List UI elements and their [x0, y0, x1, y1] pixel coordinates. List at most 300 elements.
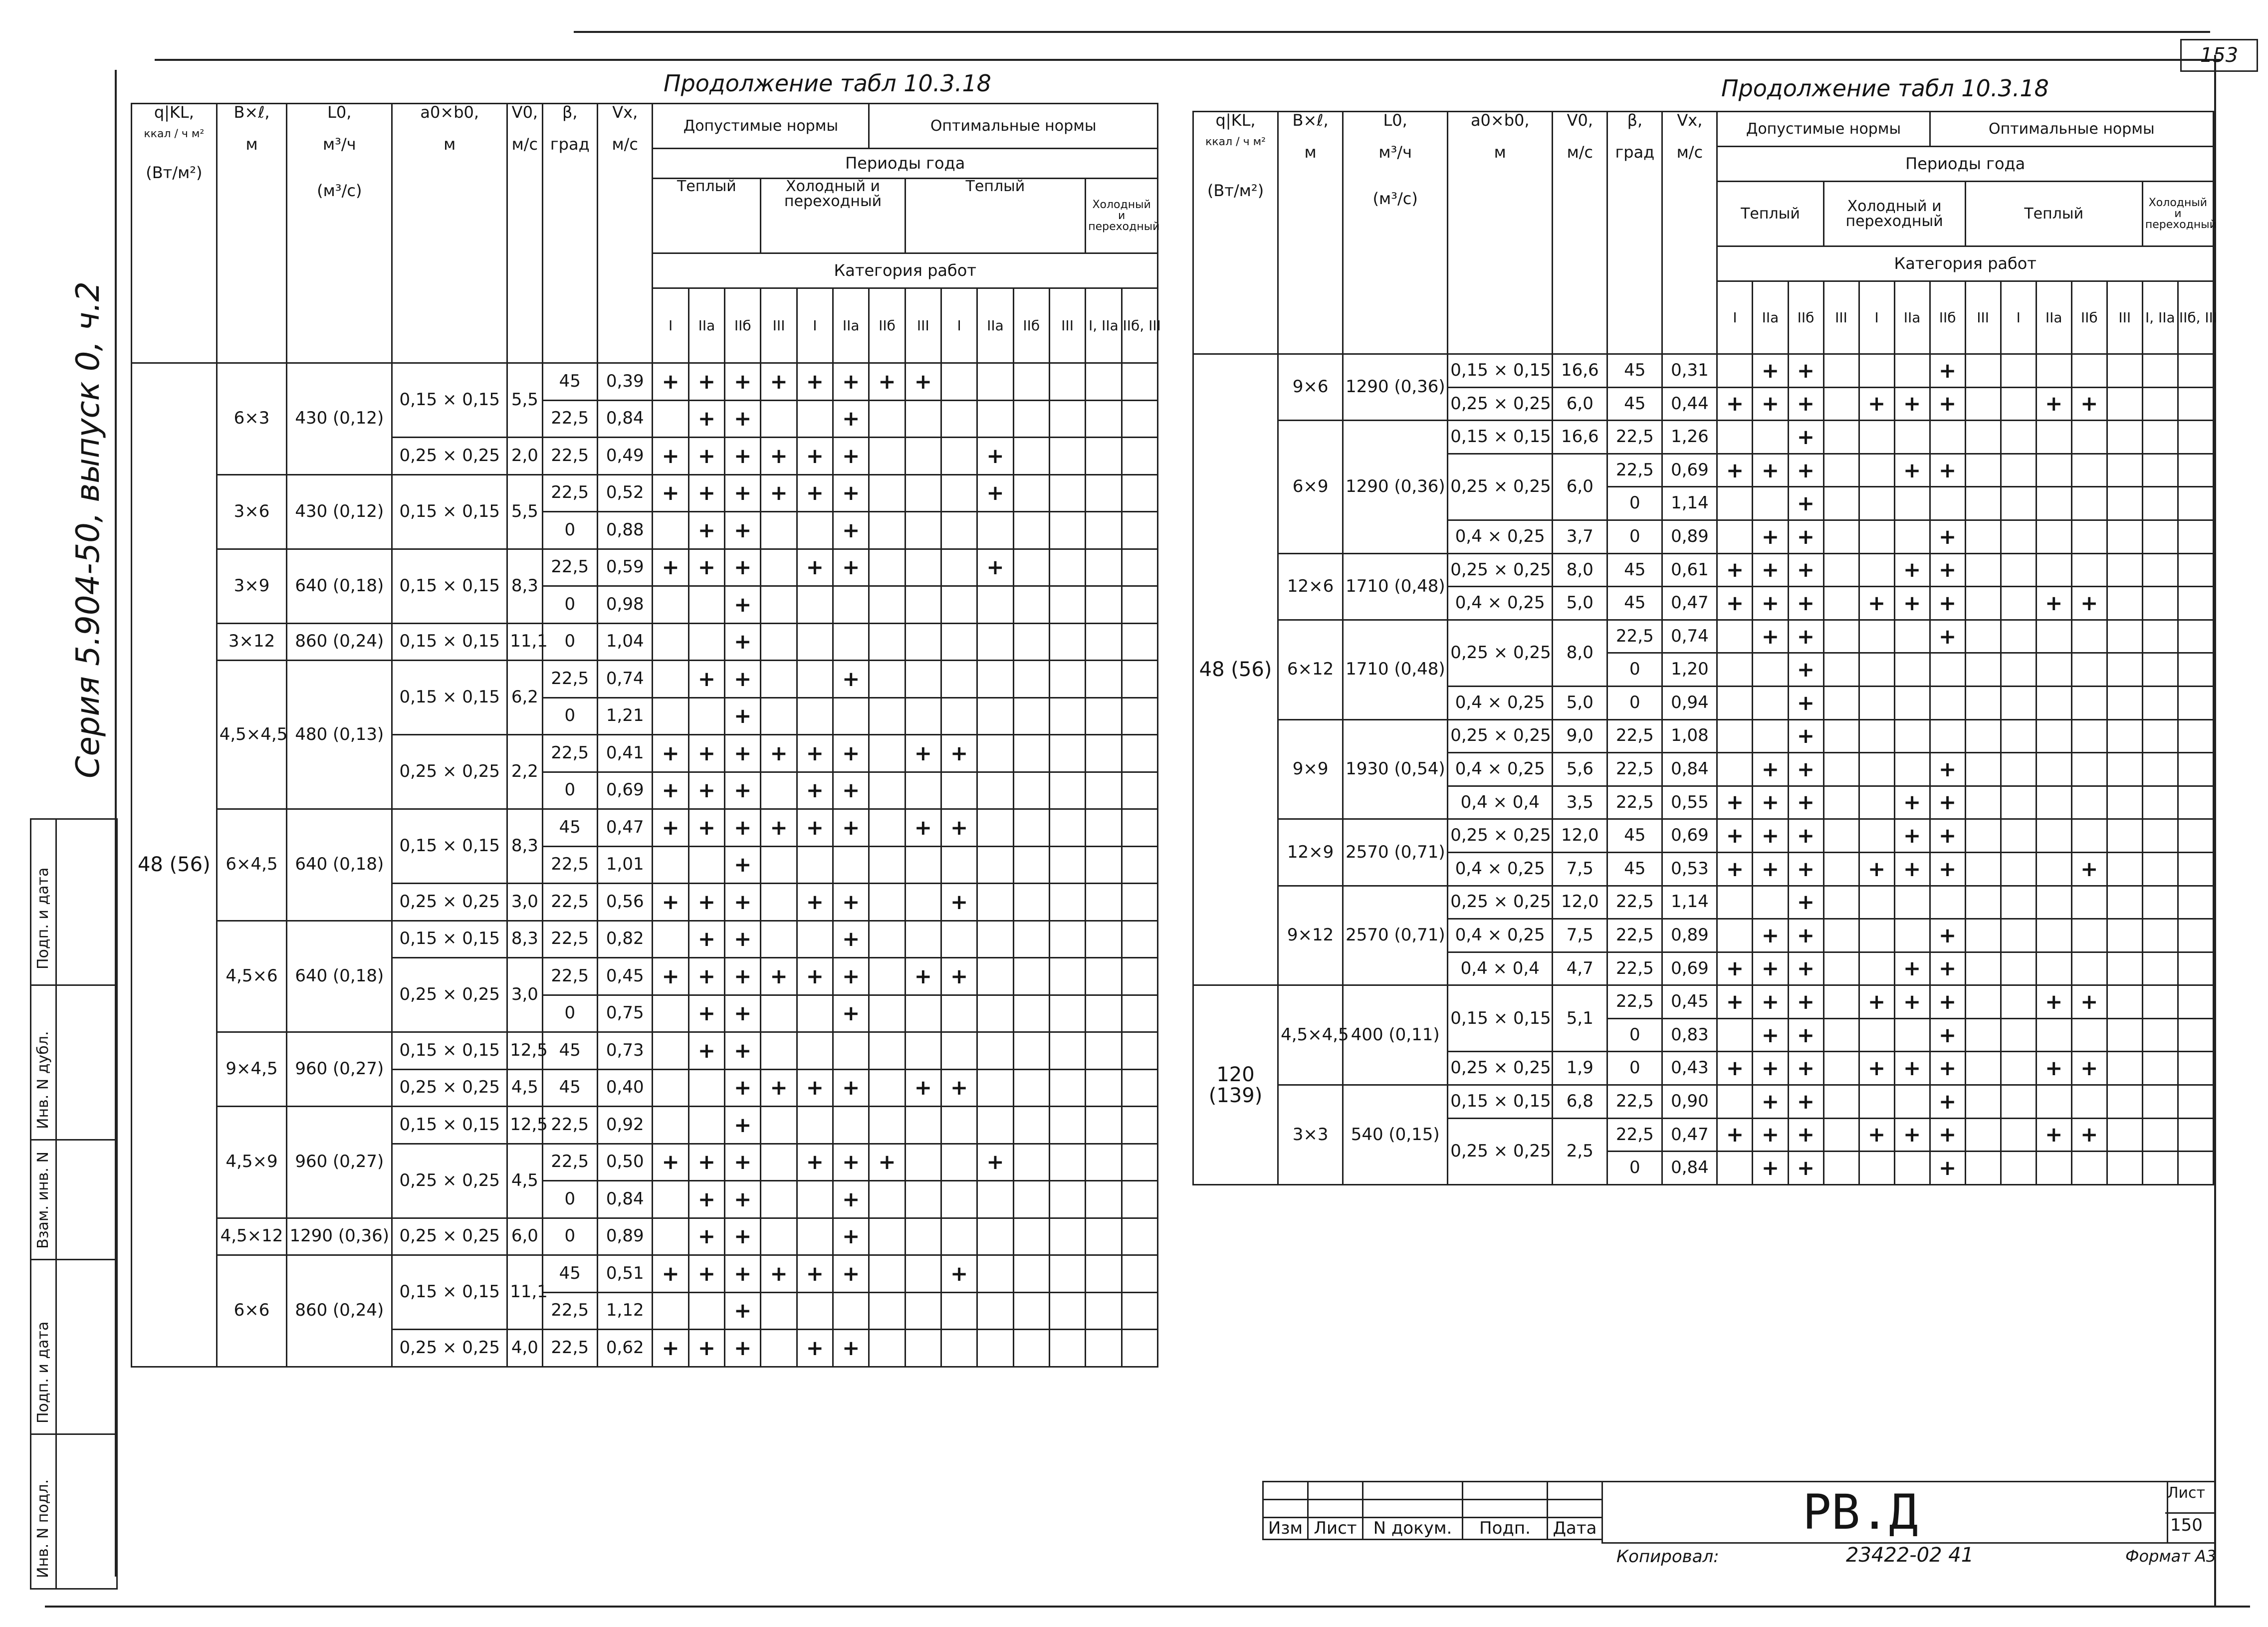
right-mark-cell — [1965, 1085, 2001, 1119]
table-row — [132, 549, 1158, 586]
right-mark-cell: + — [1788, 1018, 1823, 1052]
left-mark-cell: + — [833, 363, 869, 401]
left-mark-cell — [833, 846, 869, 884]
left-mark-cell — [941, 623, 977, 661]
right-mark-cell: + — [1788, 620, 1823, 653]
right-category-10: IIa — [2036, 281, 2071, 354]
sheet-number: 153 — [2200, 44, 2239, 67]
left-beta-cell: 0 — [542, 586, 597, 624]
right-mark-cell — [1823, 520, 1859, 553]
left-mark-cell — [688, 1292, 724, 1330]
right-mark-cell: + — [1788, 753, 1823, 786]
sheet-num: 150 — [2170, 1515, 2203, 1535]
left-mark-cell: + — [977, 1144, 1013, 1181]
left-mark-cell: + — [761, 1069, 797, 1107]
right-mark-cell — [2001, 1018, 2036, 1052]
right-mark-cell — [2036, 520, 2071, 553]
left-mark-cell — [1013, 1069, 1049, 1107]
left-mark-cell — [688, 846, 724, 884]
left-mark-cell: + — [688, 549, 724, 586]
ab-header-right: a0×b0, м — [1448, 112, 1553, 354]
left-mark-cell — [941, 1330, 977, 1367]
right-mark-cell — [2001, 520, 2036, 553]
right-mark-cell: + — [1788, 686, 1823, 719]
right-l0-cell: 1930 (0,54) — [1343, 719, 1448, 819]
right-mark-cell — [2036, 354, 2071, 388]
right-beta-cell: 22,5 — [1607, 753, 1662, 786]
left-mark-cell — [869, 995, 905, 1032]
right-mark-cell: + — [1788, 1052, 1823, 1085]
warm-header-right-2: Теплый — [1965, 182, 2142, 246]
right-mark-cell — [1894, 1085, 1930, 1119]
title-code-box — [1601, 1481, 2168, 1544]
periods-header: Периоды года — [653, 149, 1158, 179]
right-mark-cell: + — [1753, 753, 1788, 786]
left-mark-cell: + — [725, 1032, 761, 1070]
left-mark-cell — [869, 846, 905, 884]
right-mark-cell — [1823, 786, 1859, 819]
right-ab-cell: 0,15 × 0,15 — [1448, 421, 1553, 454]
right-mark-cell — [2036, 919, 2071, 952]
right-mark-cell — [1965, 487, 2001, 520]
left-beta-cell: 22,5 — [542, 1144, 597, 1181]
right-v0-cell: 12,0 — [1553, 819, 1607, 853]
left-mark-cell — [1086, 995, 1122, 1032]
left-vx-cell: 0,98 — [598, 586, 653, 624]
right-mark-cell — [2036, 852, 2071, 886]
left-mark-cell — [905, 1255, 941, 1293]
left-mark-cell — [941, 586, 977, 624]
left-mark-cell — [797, 1181, 833, 1218]
right-v0-cell: 9,0 — [1553, 719, 1607, 753]
right-mark-cell — [1894, 919, 1930, 952]
left-mark-cell — [1086, 735, 1122, 772]
right-mark-cell — [1894, 653, 1930, 687]
right-table — [1192, 111, 2218, 1185]
right-mark-cell — [2142, 553, 2178, 587]
left-vx-cell: 0,92 — [598, 1107, 653, 1144]
left-mark-cell — [977, 623, 1013, 661]
left-mark-cell — [761, 1032, 797, 1070]
right-mark-cell — [1859, 952, 1894, 985]
left-mark-cell — [688, 1069, 724, 1107]
left-mark-cell: + — [725, 1107, 761, 1144]
left-mark-cell: + — [941, 1255, 977, 1293]
left-vx-cell: 0,82 — [598, 921, 653, 958]
right-vx-cell: 0,89 — [1662, 919, 1717, 952]
left-mark-cell — [1086, 958, 1122, 995]
right-bl-cell: 6×12 — [1278, 620, 1343, 719]
right-l0-cell: 1710 (0,48) — [1343, 620, 1448, 719]
right-v0-cell: 5,0 — [1553, 587, 1607, 620]
left-category-13: I, IIa — [1086, 288, 1122, 363]
left-mark-cell — [1122, 1330, 1157, 1367]
right-mark-cell — [2142, 387, 2178, 421]
left-ab-cell: 0,15 × 0,15 — [392, 1032, 507, 1070]
left-mark-cell — [1086, 1032, 1122, 1070]
right-mark-cell — [1823, 1085, 1859, 1119]
right-mark-cell — [1965, 753, 2001, 786]
right-mark-cell — [2178, 852, 2213, 886]
left-v0-cell: 12,5 — [507, 1107, 542, 1144]
left-mark-cell — [1122, 846, 1157, 884]
left-mark-cell — [905, 995, 941, 1032]
left-beta-cell: 22,5 — [542, 438, 597, 475]
sheet-number-box — [2180, 39, 2258, 72]
left-mark-cell — [977, 1107, 1013, 1144]
right-vx-cell: 1,26 — [1662, 421, 1717, 454]
left-mark-cell — [905, 1330, 941, 1367]
cold-header-right-2: Холодный и переходный — [2142, 182, 2213, 246]
right-mark-cell: + — [1717, 819, 1753, 853]
right-l0-cell: 2570 (0,71) — [1343, 886, 1448, 985]
left-mark-cell — [688, 697, 724, 735]
left-mark-cell: + — [761, 438, 797, 475]
right-mark-cell: + — [1788, 1152, 1823, 1185]
right-mark-cell — [1753, 886, 1788, 919]
right-beta-cell: 0 — [1607, 1152, 1662, 1185]
right-vx-cell: 0,90 — [1662, 1085, 1717, 1119]
left-mark-cell: + — [761, 809, 797, 847]
right-mark-cell — [2036, 1085, 2071, 1119]
right-mark-cell: + — [1788, 387, 1823, 421]
left-mark-cell: + — [797, 1330, 833, 1367]
left-mark-cell: + — [725, 438, 761, 475]
right-vx-cell: 0,94 — [1662, 686, 1717, 719]
right-mark-cell — [2107, 421, 2142, 454]
vx-header: Vx, м/с — [598, 104, 653, 363]
left-mark-cell: + — [833, 474, 869, 512]
left-vx-cell: 0,45 — [598, 958, 653, 995]
left-category-12: III — [1049, 288, 1085, 363]
right-mark-cell: + — [1930, 852, 1965, 886]
left-mark-cell: + — [833, 958, 869, 995]
right-mark-cell — [2001, 886, 2036, 919]
left-mark-cell — [1086, 363, 1122, 401]
right-mark-cell — [2001, 852, 2036, 886]
right-mark-cell — [1753, 653, 1788, 687]
right-ab-cell: 0,4 × 0,25 — [1448, 852, 1553, 886]
left-mark-cell — [1013, 772, 1049, 809]
right-mark-cell: + — [2036, 587, 2071, 620]
left-mark-cell: + — [797, 363, 833, 401]
left-l0-cell: 860 (0,24) — [287, 623, 392, 661]
right-mark-cell — [1894, 686, 1930, 719]
left-mark-cell — [761, 623, 797, 661]
right-mark-cell — [1859, 1018, 1894, 1052]
left-mark-cell — [1049, 846, 1085, 884]
right-vx-cell: 0,84 — [1662, 753, 1717, 786]
left-mark-cell — [1049, 1330, 1085, 1367]
left-mark-cell — [761, 1218, 797, 1255]
right-mark-cell: + — [2071, 387, 2107, 421]
right-mark-cell — [2107, 819, 2142, 853]
right-mark-cell: + — [1717, 1118, 1753, 1152]
l0-header-right: L0, м³/ч (м³/с) — [1343, 112, 1448, 354]
right-mark-cell — [2142, 354, 2178, 388]
right-mark-cell — [1823, 952, 1859, 985]
left-v0-cell: 2,2 — [507, 735, 542, 809]
right-mark-cell — [2178, 819, 2213, 853]
left-mark-cell — [869, 1330, 905, 1367]
right-mark-cell — [2178, 919, 2213, 952]
left-mark-cell — [1013, 1218, 1049, 1255]
left-bl-cell: 6×6 — [217, 1255, 287, 1367]
q-header-right: q|KL, ккал / ч м² (Вт/м²) — [1193, 112, 1278, 354]
right-q-cell: 48 (56) — [1193, 354, 1278, 985]
right-mark-cell: + — [1930, 387, 1965, 421]
left-mark-cell — [1086, 846, 1122, 884]
left-mark-cell: + — [797, 735, 833, 772]
right-category-4: III — [1823, 281, 1859, 354]
left-mark-cell — [1086, 512, 1122, 549]
left-mark-cell — [1049, 884, 1085, 921]
right-mark-cell — [1965, 354, 2001, 388]
right-v0-cell: 8,0 — [1553, 553, 1607, 587]
right-mark-cell — [2071, 354, 2107, 388]
left-mark-cell — [1122, 809, 1157, 847]
left-mark-cell — [1122, 549, 1157, 586]
right-mark-cell — [2107, 952, 2142, 985]
right-mark-cell — [2071, 819, 2107, 853]
left-mark-cell — [905, 772, 941, 809]
right-ab-cell: 0,4 × 0,25 — [1448, 686, 1553, 719]
right-mark-cell — [2178, 387, 2213, 421]
left-mark-cell — [761, 661, 797, 698]
left-mark-cell — [905, 884, 941, 921]
left-l0-cell: 480 (0,13) — [287, 661, 392, 809]
left-mark-cell: + — [725, 697, 761, 735]
right-mark-cell — [2001, 753, 2036, 786]
right-mark-cell — [1965, 1152, 2001, 1185]
right-category-8: III — [1965, 281, 2001, 354]
left-l0-cell: 430 (0,12) — [287, 363, 392, 475]
left-mark-cell — [761, 549, 797, 586]
right-mark-cell: + — [2036, 387, 2071, 421]
left-beta-cell: 45 — [542, 809, 597, 847]
left-v0-cell: 8,3 — [507, 921, 542, 958]
right-beta-cell: 22,5 — [1607, 919, 1662, 952]
left-bl-cell: 4,5×12 — [217, 1218, 287, 1255]
right-mark-cell: + — [1788, 886, 1823, 919]
work-categories-header-right: Категория работ — [1717, 246, 2214, 281]
left-mark-cell — [977, 884, 1013, 921]
right-beta-cell: 22,5 — [1607, 886, 1662, 919]
right-ab-cell: 0,25 × 0,25 — [1448, 387, 1553, 421]
left-bl-cell: 3×6 — [217, 474, 287, 549]
q-header: q|KL, ккал / ч м² (Вт/м²) — [132, 104, 217, 363]
left-mark-cell — [1122, 1069, 1157, 1107]
right-mark-cell — [2036, 719, 2071, 753]
right-beta-cell: 45 — [1607, 852, 1662, 886]
right-mark-cell: + — [1930, 620, 1965, 653]
left-ab-cell: 0,15 × 0,15 — [392, 549, 507, 623]
right-beta-cell: 0 — [1607, 1018, 1662, 1052]
right-mark-cell — [1859, 620, 1894, 653]
left-mark-cell — [1013, 549, 1049, 586]
right-mark-cell — [1717, 421, 1753, 454]
left-category-4: III — [761, 288, 797, 363]
right-mark-cell — [2107, 852, 2142, 886]
right-vx-cell: 1,14 — [1662, 886, 1717, 919]
left-mark-cell — [869, 549, 905, 586]
left-ab-cell: 0,25 × 0,25 — [392, 1144, 507, 1218]
right-mark-cell — [1753, 686, 1788, 719]
right-beta-cell: 22,5 — [1607, 620, 1662, 653]
right-mark-cell — [2107, 354, 2142, 388]
bl-header-right: B×ℓ, м — [1278, 112, 1343, 354]
right-mark-cell: + — [1859, 1118, 1894, 1152]
right-mark-cell — [2071, 919, 2107, 952]
right-beta-cell: 45 — [1607, 587, 1662, 620]
left-mark-cell — [1122, 1144, 1157, 1181]
right-mark-cell — [1859, 1085, 1894, 1119]
left-mark-cell — [1049, 400, 1085, 438]
left-category-9: I — [941, 288, 977, 363]
left-mark-cell — [1122, 1255, 1157, 1293]
left-table — [131, 103, 1161, 1368]
right-mark-cell — [1823, 1052, 1859, 1085]
left-beta-cell: 22,5 — [542, 735, 597, 772]
left-vx-cell: 0,89 — [598, 1218, 653, 1255]
left-mark-cell — [653, 400, 688, 438]
right-mark-cell — [1717, 686, 1753, 719]
left-beta-cell: 45 — [542, 1032, 597, 1070]
left-mark-cell — [1049, 772, 1085, 809]
left-mark-cell — [797, 400, 833, 438]
left-v0-cell: 3,0 — [507, 958, 542, 1032]
right-bl-cell: 12×9 — [1278, 819, 1343, 886]
left-mark-cell: + — [688, 400, 724, 438]
left-mark-cell — [977, 809, 1013, 847]
sheet-label: Лист — [2167, 1484, 2206, 1502]
left-category-2: IIa — [688, 288, 724, 363]
left-mark-cell — [869, 661, 905, 698]
right-v0-cell: 6,0 — [1553, 454, 1607, 520]
left-mark-cell — [653, 1181, 688, 1218]
right-mark-cell: + — [1717, 1052, 1753, 1085]
right-mark-cell — [2036, 886, 2071, 919]
left-mark-cell — [869, 474, 905, 512]
left-mark-cell — [977, 661, 1013, 698]
left-mark-cell — [1049, 1144, 1085, 1181]
right-mark-cell — [1823, 686, 1859, 719]
right-mark-cell — [2107, 886, 2142, 919]
right-mark-cell — [2036, 1152, 2071, 1185]
right-ab-cell: 0,15 × 0,15 — [1448, 354, 1553, 388]
right-mark-cell: + — [1788, 1118, 1823, 1152]
right-vx-cell: 0,47 — [1662, 587, 1717, 620]
right-l0-cell: 2570 (0,71) — [1343, 819, 1448, 886]
left-mark-cell — [1122, 474, 1157, 512]
left-mark-cell — [869, 1032, 905, 1070]
left-mark-cell: + — [725, 661, 761, 698]
right-vx-cell: 0,53 — [1662, 852, 1717, 886]
left-mark-cell — [905, 1144, 941, 1181]
right-ab-cell: 0,15 × 0,15 — [1448, 985, 1553, 1052]
left-mark-cell — [977, 363, 1013, 401]
left-mark-cell — [1049, 958, 1085, 995]
left-mark-cell: + — [833, 1255, 869, 1293]
left-mark-cell: + — [833, 1181, 869, 1218]
left-mark-cell — [1122, 623, 1157, 661]
right-mark-cell — [1859, 520, 1894, 553]
right-mark-cell — [1965, 620, 2001, 653]
right-mark-cell — [1717, 1085, 1753, 1119]
left-beta-cell: 22,5 — [542, 1330, 597, 1367]
left-vx-cell: 0,50 — [598, 1144, 653, 1181]
left-ab-cell: 0,25 × 0,25 — [392, 1069, 507, 1107]
frame-line-top2 — [155, 59, 2220, 61]
right-vx-cell: 0,84 — [1662, 1152, 1717, 1185]
right-mark-cell — [2001, 952, 2036, 985]
right-continuation-title: Продолжение табл 10.3.18 — [1721, 75, 2049, 102]
right-v0-cell: 8,0 — [1553, 620, 1607, 686]
right-beta-cell: 22,5 — [1607, 786, 1662, 819]
left-mark-cell — [869, 1107, 905, 1144]
left-mark-cell — [797, 586, 833, 624]
right-mark-cell: + — [1859, 387, 1894, 421]
left-v0-cell: 6,0 — [507, 1218, 542, 1255]
left-mark-cell — [1086, 1330, 1122, 1367]
left-mark-cell — [653, 697, 688, 735]
left-mark-cell — [977, 1069, 1013, 1107]
table-row — [132, 623, 1158, 661]
left-mark-cell: + — [833, 661, 869, 698]
left-mark-cell — [1086, 1218, 1122, 1255]
right-mark-cell — [1823, 587, 1859, 620]
side-stamp — [30, 818, 118, 1590]
format-label: Формат А3 — [2125, 1547, 2217, 1566]
left-mark-cell: + — [725, 809, 761, 847]
table-row — [132, 1218, 1158, 1255]
left-vx-cell: 0,40 — [598, 1069, 653, 1107]
left-mark-cell — [869, 735, 905, 772]
right-mark-cell — [1965, 553, 2001, 587]
work-categories-header: Категория работ — [653, 253, 1158, 288]
left-v0-cell: 12,5 — [507, 1032, 542, 1070]
series-caption — [70, 281, 107, 778]
left-mark-cell: + — [905, 809, 941, 847]
left-mark-cell: + — [941, 1069, 977, 1107]
v0-header: V0, м/с — [507, 104, 542, 363]
left-mark-cell — [1013, 1032, 1049, 1070]
right-mark-cell — [1753, 421, 1788, 454]
right-mark-cell — [1823, 354, 1859, 388]
left-v0-cell: 11,1 — [507, 1255, 542, 1330]
left-mark-cell: + — [833, 884, 869, 921]
right-mark-cell — [2107, 985, 2142, 1019]
right-mark-cell — [2107, 919, 2142, 952]
right-ab-cell: 0,4 × 0,25 — [1448, 753, 1553, 786]
left-l0-cell: 1290 (0,36) — [287, 1218, 392, 1255]
left-mark-cell — [1049, 512, 1085, 549]
left-mark-cell — [977, 958, 1013, 995]
right-mark-cell — [2036, 653, 2071, 687]
left-mark-cell — [1086, 474, 1122, 512]
right-mark-cell: + — [1894, 985, 1930, 1019]
left-mark-cell: + — [653, 474, 688, 512]
left-mark-cell — [905, 1107, 941, 1144]
left-mark-cell: + — [833, 735, 869, 772]
left-mark-cell — [1086, 921, 1122, 958]
right-mark-cell — [1717, 620, 1753, 653]
table-row — [132, 1032, 1158, 1070]
left-category-1: I — [653, 288, 688, 363]
left-mark-cell — [1122, 512, 1157, 549]
left-mark-cell: + — [977, 438, 1013, 475]
right-mark-cell: + — [1753, 1018, 1788, 1052]
